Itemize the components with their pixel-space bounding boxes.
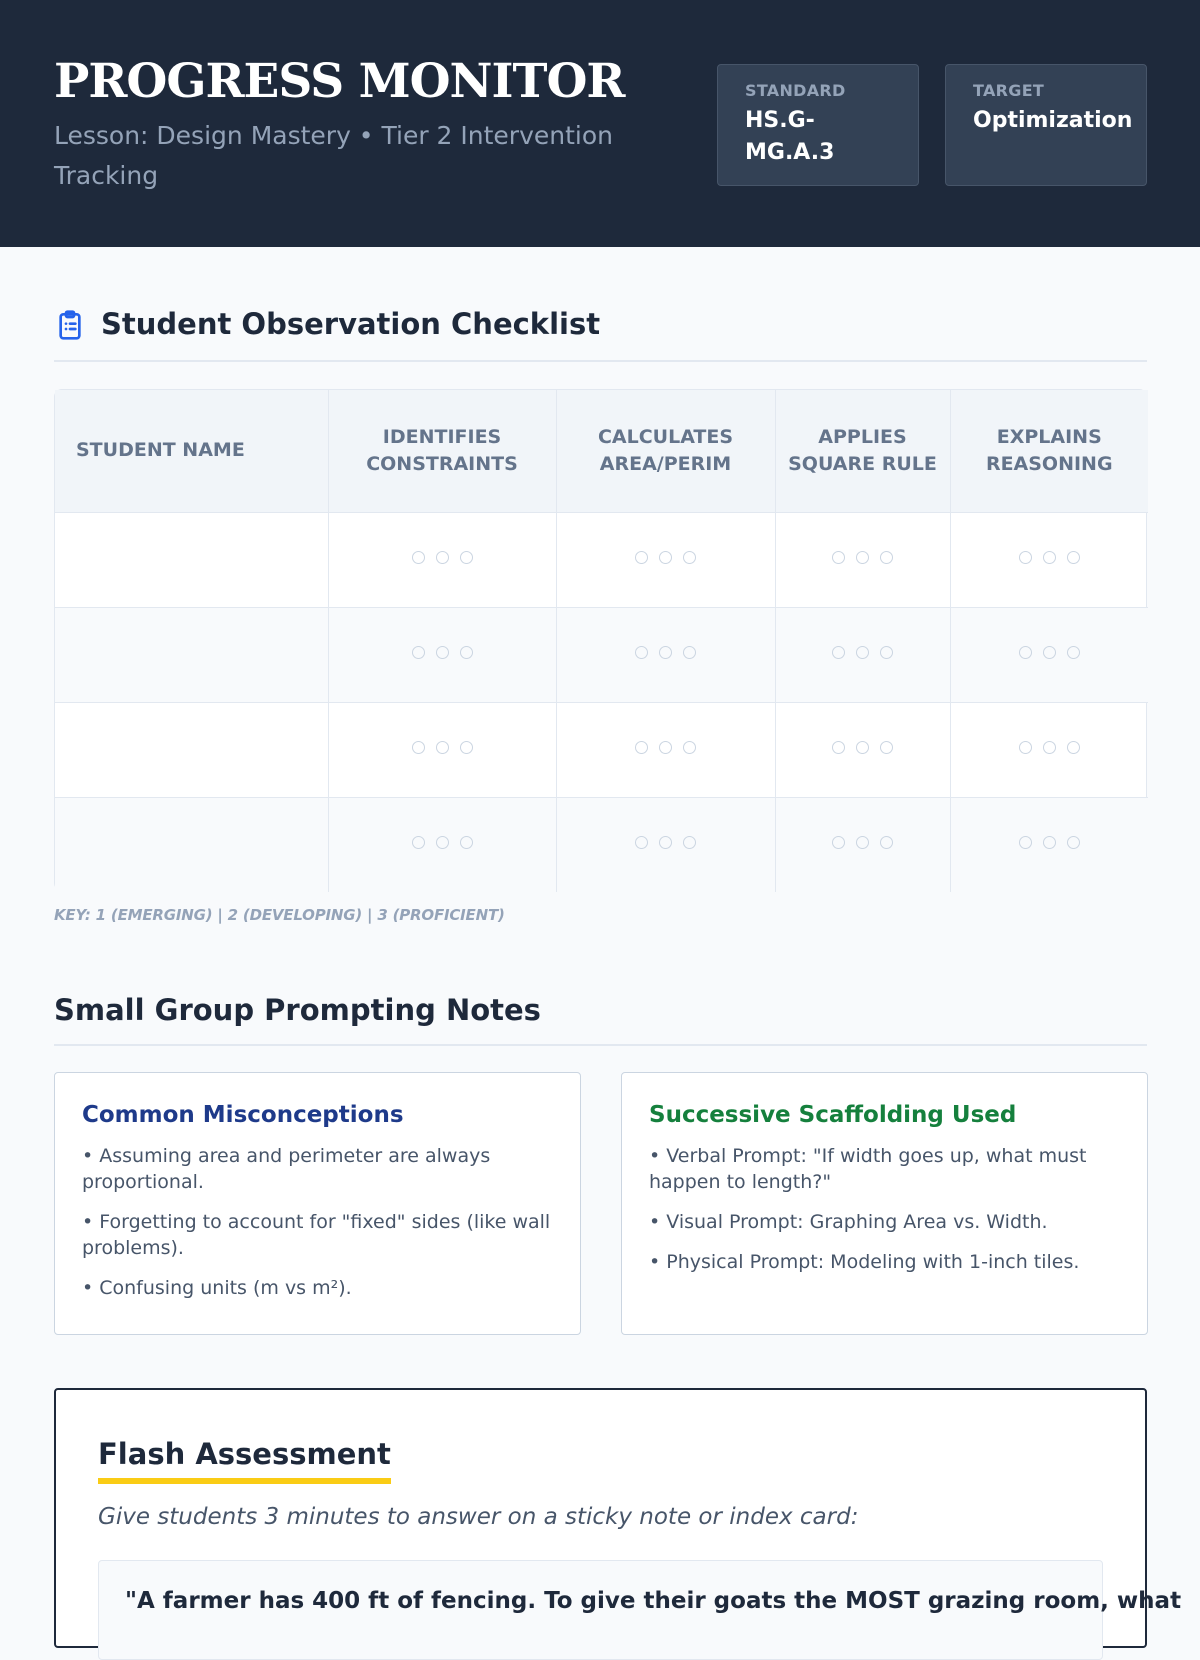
rating-circle[interactable] — [880, 741, 893, 754]
rating-cell — [775, 797, 950, 892]
column-header-explains-reasoning: EXPLAINS REASONING — [950, 390, 1148, 512]
list-item: • Visual Prompt: Graphing Area vs. Width. — [649, 1211, 1048, 1233]
rating-options — [412, 741, 473, 754]
rating-circle[interactable] — [635, 646, 648, 659]
target-card — [945, 64, 1147, 186]
list-item: • Physical Prompt: Modeling with 1-inch tiles. — [649, 1251, 1080, 1273]
flash-assessment-title: Flash Assessment — [98, 1436, 391, 1484]
rating-cell — [950, 512, 1148, 607]
page-title: PROGRESS MONITOR — [54, 54, 625, 109]
rating-cell — [556, 797, 775, 892]
rating-circle[interactable] — [460, 551, 473, 564]
table-row — [55, 607, 1148, 702]
rating-cell — [556, 512, 775, 607]
table-row — [55, 797, 1148, 892]
rating-cell — [950, 702, 1148, 797]
rating-circle[interactable] — [1043, 741, 1056, 754]
flash-instruction: Give students 3 minutes to answer on a sticky note or index card: — [98, 1504, 859, 1530]
rating-circle[interactable] — [659, 551, 672, 564]
rating-circle[interactable] — [1019, 836, 1032, 849]
rating-cell — [556, 702, 775, 797]
rating-options — [832, 741, 893, 754]
rating-circle[interactable] — [635, 836, 648, 849]
list-item: • Assuming area and perimeter are always proportional. — [82, 1145, 491, 1193]
checklist-title: Student Observation Checklist — [101, 307, 601, 341]
target-value: Optimization — [973, 108, 1133, 133]
rating-circle[interactable] — [683, 741, 696, 754]
rating-circle[interactable] — [1019, 551, 1032, 564]
rating-circle[interactable] — [436, 836, 449, 849]
rating-circle[interactable] — [856, 741, 869, 754]
column-header-identifies-constraints: IDENTIFIES CONSTRAINTS — [328, 390, 556, 512]
rating-circle[interactable] — [1043, 551, 1056, 564]
table-row — [55, 512, 1148, 607]
rating-options — [412, 646, 473, 659]
scaffolding-title: Successive Scaffolding Used — [649, 1102, 1017, 1128]
rating-circle[interactable] — [412, 646, 425, 659]
standard-label: STANDARD — [745, 81, 846, 100]
rating-circle[interactable] — [832, 836, 845, 849]
rating-circle[interactable] — [1067, 646, 1080, 659]
rating-circle[interactable] — [880, 836, 893, 849]
rating-cell — [328, 607, 556, 702]
student-name-cell[interactable] — [55, 512, 328, 607]
checklist-section-header — [54, 302, 1147, 362]
rating-cell — [775, 512, 950, 607]
rating-cell — [950, 607, 1148, 702]
rating-options — [1019, 741, 1080, 754]
rating-options — [635, 836, 696, 849]
prompting-title: Small Group Prompting Notes — [54, 993, 541, 1027]
rating-options — [832, 551, 893, 564]
scaffolding-list — [649, 1143, 1120, 1275]
rating-circle[interactable] — [659, 646, 672, 659]
rating-cell — [950, 797, 1148, 892]
list-item: • Confusing units (m vs m²). — [82, 1277, 352, 1299]
page-header — [0, 0, 1200, 247]
rating-circle[interactable] — [1043, 646, 1056, 659]
rating-circle[interactable] — [1067, 836, 1080, 849]
clipboard-icon — [54, 308, 86, 342]
rating-circle[interactable] — [635, 551, 648, 564]
rating-circle[interactable] — [856, 551, 869, 564]
rating-circle[interactable] — [436, 646, 449, 659]
rating-circle[interactable] — [880, 551, 893, 564]
standard-card — [717, 64, 919, 186]
list-item: • Verbal Prompt: "If width goes up, what must happen to length?" — [649, 1145, 1087, 1193]
rating-circle[interactable] — [832, 646, 845, 659]
rating-options — [635, 551, 696, 564]
rating-circle[interactable] — [659, 836, 672, 849]
rating-circle[interactable] — [635, 741, 648, 754]
scaffolding-card — [621, 1072, 1148, 1335]
rating-circle[interactable] — [436, 741, 449, 754]
rating-circle[interactable] — [412, 741, 425, 754]
rating-circle[interactable] — [460, 646, 473, 659]
rating-circle[interactable] — [856, 646, 869, 659]
rating-cell — [775, 702, 950, 797]
column-header-student-name: STUDENT NAME — [55, 390, 328, 512]
rating-options — [412, 551, 473, 564]
rating-options — [1019, 836, 1080, 849]
rating-circle[interactable] — [659, 741, 672, 754]
table-row — [55, 702, 1148, 797]
list-item: • Forgetting to account for "fixed" sides (like wall problems). — [82, 1211, 551, 1259]
rating-options — [635, 741, 696, 754]
table-header-row — [55, 390, 1148, 512]
rating-circle[interactable] — [460, 836, 473, 849]
rating-options — [1019, 646, 1080, 659]
rating-cell — [328, 512, 556, 607]
observation-table — [54, 389, 1147, 891]
rating-options — [832, 646, 893, 659]
rating-circle[interactable] — [1067, 741, 1080, 754]
rating-circle[interactable] — [683, 836, 696, 849]
misconceptions-list — [82, 1143, 553, 1301]
column-header-calculates-area-perim: CALCULATES AREA/PERIM — [556, 390, 775, 512]
rating-circle[interactable] — [436, 551, 449, 564]
student-name-cell[interactable] — [55, 797, 328, 892]
rating-key: KEY: 1 (EMERGING) | 2 (DEVELOPING) | 3 (PROFICIENT) — [54, 906, 505, 924]
rating-circle[interactable] — [832, 741, 845, 754]
rating-circle[interactable] — [1043, 836, 1056, 849]
column-header-applies-square-rule: APPLIES SQUARE RULE — [775, 390, 950, 512]
rating-options — [412, 836, 473, 849]
rating-circle[interactable] — [460, 741, 473, 754]
rating-options — [832, 836, 893, 849]
target-label: TARGET — [973, 81, 1045, 100]
rating-options — [1019, 551, 1080, 564]
rating-circle[interactable] — [412, 551, 425, 564]
rating-cell — [775, 607, 950, 702]
student-name-cell[interactable] — [55, 702, 328, 797]
rating-circle[interactable] — [683, 551, 696, 564]
rating-circle[interactable] — [412, 836, 425, 849]
rating-circle[interactable] — [832, 551, 845, 564]
rating-circle[interactable] — [1067, 551, 1080, 564]
rating-circle[interactable] — [1019, 741, 1032, 754]
assessment-prompt: "A farmer has 400 ft of fencing. To give their goats the MOST grazing room, what — [98, 1560, 1103, 1660]
student-name-cell[interactable] — [55, 607, 328, 702]
rating-cell — [328, 702, 556, 797]
rating-circle[interactable] — [880, 646, 893, 659]
rating-circle[interactable] — [683, 646, 696, 659]
misconceptions-card — [54, 1072, 581, 1335]
rating-options — [635, 646, 696, 659]
rating-circle[interactable] — [1019, 646, 1032, 659]
flash-assessment-card — [54, 1388, 1182, 1648]
prompting-section-header — [54, 988, 1147, 1046]
rating-cell — [328, 797, 556, 892]
rating-circle[interactable] — [856, 836, 869, 849]
standard-value: HS.G-MG.A.3 — [745, 108, 835, 165]
misconceptions-title: Common Misconceptions — [82, 1102, 404, 1128]
rating-cell — [556, 607, 775, 702]
page-subtitle: Lesson: Design Mastery • Tier 2 Intervention Tracking — [54, 121, 613, 190]
